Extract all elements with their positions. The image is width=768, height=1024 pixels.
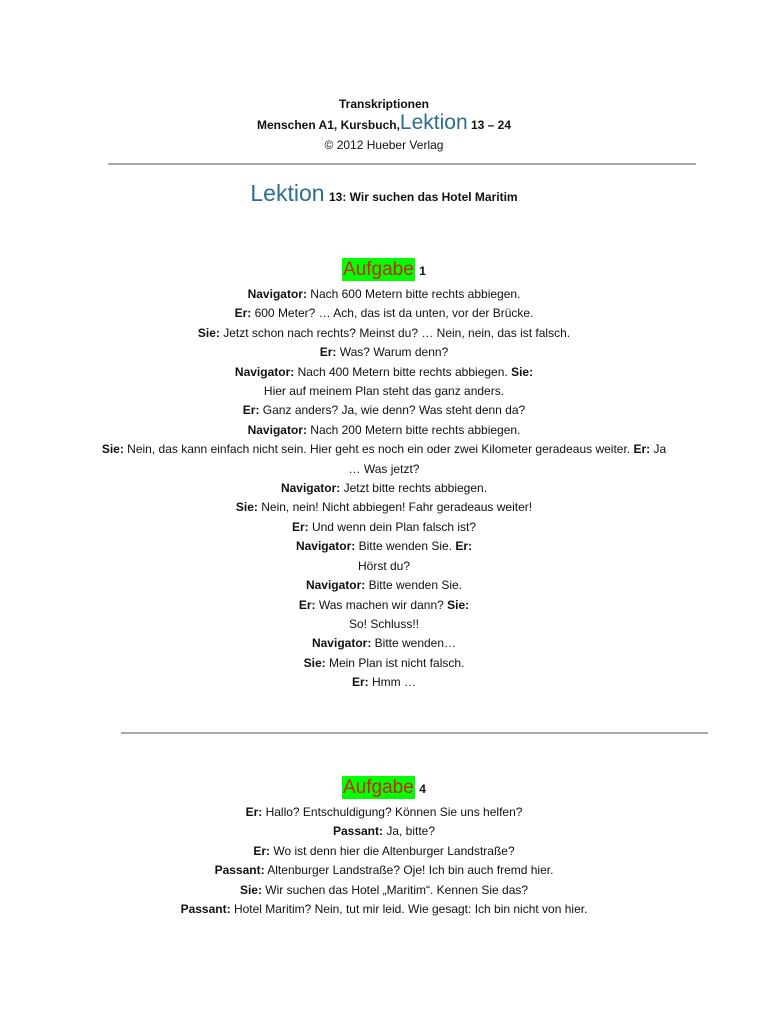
aufgabe-4-heading xyxy=(0,776,768,801)
dialogue-text: 600 Meter? … Ach, das ist da unten, vor der Brücke. xyxy=(251,306,534,321)
dialogue-text: Was? Warum denn? xyxy=(336,345,449,360)
dialogue-line xyxy=(0,576,768,595)
header-lektion-word: Lektion xyxy=(399,111,468,134)
aufgabe-1-number: 1 xyxy=(419,264,426,278)
dialogue-text: … Was jetzt? xyxy=(348,461,420,476)
speaker-label: Navigator: xyxy=(280,481,341,496)
aufgabe-4-word: Aufgabe xyxy=(343,777,414,798)
header-book-line xyxy=(0,112,768,136)
dialogue-line xyxy=(0,861,768,880)
dialogue-line xyxy=(0,498,768,517)
dialogue-line xyxy=(0,822,768,841)
dialogue-text: Hotel Maritim? Nein, tut mir leid. Wie gesagt: Ich bin nicht von hier. xyxy=(230,902,588,917)
dialogue-line xyxy=(0,440,768,459)
speaker-label: Navigator: xyxy=(234,364,295,379)
speaker-label: Er: xyxy=(298,597,316,612)
section-divider xyxy=(121,732,708,734)
header-copyright: © 2012 Hueber Verlag xyxy=(324,138,444,152)
dialogue-text: Ganz anders? Ja, wie denn? Was steht denn da? xyxy=(259,403,526,418)
dialogue-line xyxy=(0,900,768,919)
speaker-label: Er: xyxy=(455,539,473,554)
aufgabe-4-number: 4 xyxy=(419,782,426,796)
dialogue-line xyxy=(0,285,768,304)
dialogue-line xyxy=(0,842,768,861)
header-divider xyxy=(108,163,696,165)
dialogue-line xyxy=(0,324,768,343)
dialogue-line xyxy=(0,518,768,537)
dialogue-line xyxy=(0,673,768,692)
speaker-label: Sie: xyxy=(235,500,258,515)
dialogue-text: Jetzt schon nach rechts? Meinst du? … Nein, nein, das ist falsch. xyxy=(219,325,571,340)
dialogue-line xyxy=(0,460,768,479)
dialogue-text: Ja xyxy=(650,442,667,457)
aufgabe-1-heading xyxy=(0,258,768,283)
speaker-label: Passant: xyxy=(332,824,383,839)
dialogue-text: Nach 200 Metern bitte rechts abbiegen. xyxy=(306,422,521,437)
header-title: Transkriptionen xyxy=(338,97,430,111)
dialogue-text: Hier auf meinem Plan steht das ganz anders. xyxy=(263,384,505,399)
dialogue-line xyxy=(0,596,768,615)
dialogue-line xyxy=(0,363,768,382)
dialogue-text: Hmm … xyxy=(368,675,416,690)
aufgabe-1-dialogue xyxy=(0,285,768,693)
speaker-label: Er: xyxy=(319,345,337,360)
speaker-label: Passant: xyxy=(180,902,231,917)
speaker-label: Sie: xyxy=(197,325,220,340)
dialogue-text: Wo ist denn hier die Altenburger Landstraße? xyxy=(270,843,515,858)
dialogue-text: Mein Plan ist nicht falsch. xyxy=(325,655,465,670)
dialogue-line xyxy=(0,634,768,653)
dialogue-line xyxy=(0,881,768,900)
speaker-label: Sie: xyxy=(447,597,470,612)
speaker-label: Sie: xyxy=(511,364,534,379)
dialogue-text: So! Schluss!! xyxy=(348,616,420,631)
document-header xyxy=(0,96,768,154)
dialogue-text: Nein, nein! Nicht abbiegen! Fahr geradeaus weiter! xyxy=(257,500,533,515)
speaker-label: Er: xyxy=(633,442,651,457)
dialogue-line xyxy=(0,382,768,401)
header-book-prefix: Menschen A1, Kursbuch, xyxy=(256,118,400,132)
dialogue-text: Jetzt bitte rechts abbiegen. xyxy=(340,481,488,496)
dialogue-line xyxy=(0,615,768,634)
speaker-label: Passant: xyxy=(214,863,265,878)
aufgabe-4-section xyxy=(0,776,768,919)
speaker-label: Er: xyxy=(242,403,260,418)
speaker-label: Sie: xyxy=(239,882,262,897)
dialogue-line xyxy=(0,803,768,822)
dialogue-text: Hallo? Entschuldigung? Können Sie uns helfen? xyxy=(262,805,523,819)
speaker-label: Er: xyxy=(352,675,369,690)
speaker-label: Er: xyxy=(253,843,271,858)
speaker-label: Er: xyxy=(291,519,309,534)
dialogue-line xyxy=(0,401,768,420)
dialogue-text: Und wenn dein Plan falsch ist? xyxy=(308,519,477,534)
dialogue-line xyxy=(0,479,768,498)
dialogue-line xyxy=(0,304,768,323)
dialogue-text: Nach 400 Metern bitte rechts abbiegen. xyxy=(294,364,512,379)
dialogue-text: Ja, bitte? xyxy=(383,824,436,839)
speaker-label: Navigator: xyxy=(295,539,356,554)
dialogue-text: Nach 600 Metern bitte rechts abbiegen. xyxy=(306,287,521,301)
dialogue-text: Bitte wenden Sie. xyxy=(365,578,463,593)
dialogue-text: Bitte wenden… xyxy=(371,636,457,651)
dialogue-text: Was machen wir dann? xyxy=(315,597,448,612)
lesson-title xyxy=(0,180,768,207)
speaker-label: Navigator: xyxy=(247,287,307,301)
aufgabe-1-section xyxy=(0,258,768,693)
aufgabe-4-dialogue xyxy=(0,803,768,919)
dialogue-text: Hörst du? xyxy=(357,558,411,573)
speaker-label: Er: xyxy=(234,306,252,321)
dialogue-line xyxy=(0,421,768,440)
speaker-label: Er: xyxy=(245,805,263,819)
aufgabe-1-word: Aufgabe xyxy=(343,259,414,280)
dialogue-line xyxy=(0,537,768,556)
dialogue-text: Wir suchen das Hotel „Maritim“. Kennen Sie das? xyxy=(261,882,529,897)
header-range: 13 – 24 xyxy=(470,118,512,132)
speaker-label: Sie: xyxy=(303,655,326,670)
dialogue-line xyxy=(0,557,768,576)
dialogue-line xyxy=(0,654,768,673)
lesson-lektion-word: Lektion xyxy=(250,180,325,206)
dialogue-text: Bitte wenden Sie. xyxy=(355,539,456,554)
dialogue-text: Nein, das kann einfach nicht sein. Hier geht es noch ein oder zwei Kilometer geradeaus weiter. xyxy=(123,442,634,457)
speaker-label: Navigator: xyxy=(305,578,366,593)
speaker-label: Sie: xyxy=(101,442,124,457)
speaker-label: Navigator: xyxy=(311,636,372,651)
lesson-title-rest: 13: Wir suchen das Hotel Maritim xyxy=(329,190,518,204)
speaker-label: Navigator: xyxy=(247,422,307,437)
dialogue-line xyxy=(0,343,768,362)
dialogue-text: Altenburger Landstraße? Oje! Ich bin auch fremd hier. xyxy=(264,863,554,878)
